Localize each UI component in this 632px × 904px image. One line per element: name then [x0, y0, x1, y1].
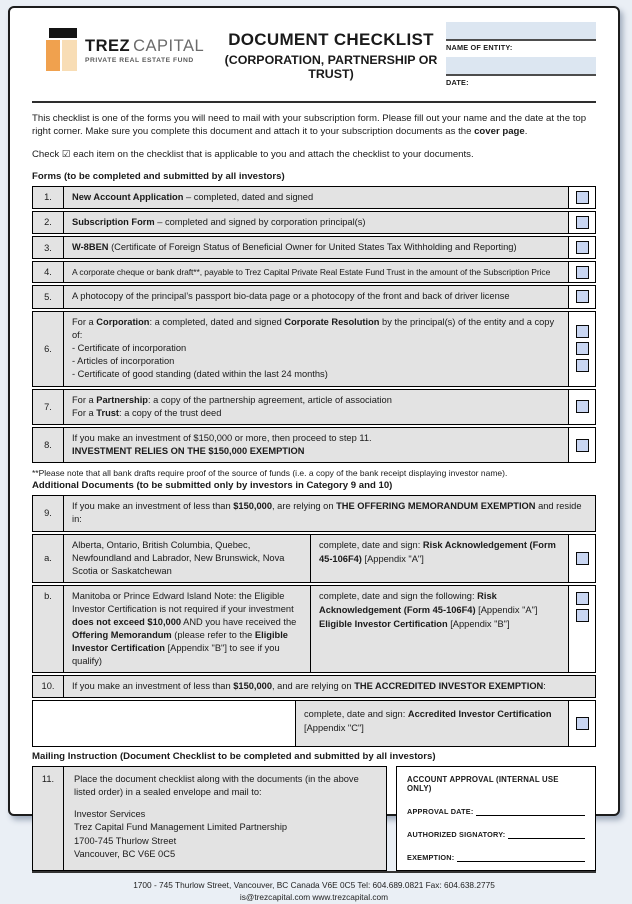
header-divider	[32, 101, 596, 103]
row-number: 9.	[33, 496, 64, 530]
logo-text	[85, 37, 204, 72]
row-number: 2.	[33, 212, 64, 233]
row-number: 11.	[33, 767, 64, 870]
authorized-signatory-blank	[508, 829, 585, 839]
row-text: If you make an investment of less than $150,000, and are relying on THE ACCREDITED INVESTOR EXEMPTION:	[72, 680, 546, 691]
name-of-entity-label: NAME OF ENTITY:	[446, 43, 513, 52]
required-form: Risk Acknowledgement (Form 45-106F4) [Appendix "A"]	[319, 539, 556, 564]
row-number: b.	[33, 586, 64, 672]
bank-draft-footnote: **Please note that all bank drafts require proof of the source of funds (i.e. a copy of the bank receipt displaying investor name).	[32, 468, 508, 479]
row-text: For a Corporation: a completed, dated and signed Corporate Resolution by the principal(s) of the entity and a copy of:	[72, 316, 555, 340]
address-line: Vancouver, BC V6E 0C5	[74, 848, 176, 859]
empty-cell	[33, 701, 296, 746]
sign-instruction: complete, date and sign the following:	[319, 590, 475, 601]
intro-paragraph: This checklist is one of the forms you will need to mail with your subscription form. Please fill out your name and the date at the top right corner. Make sure you complete this document and attach it to your subscription documents as the cover page.	[32, 113, 587, 138]
footer-address: 1700 - 745 Thurlow Street, Vancouver, BC Canada V6E 0C5 Tel: 604.689.0821 Fax: 604.638.2775	[133, 879, 495, 890]
row-text: - Certificate of incorporation	[72, 342, 187, 353]
mailing-text: Place the document checklist along with the documents (in the above listed order) in a sealed envelope and mail to:	[74, 773, 359, 798]
checkbox-row-1[interactable]	[576, 191, 589, 204]
sign-instruction: complete, date and sign:	[319, 539, 421, 550]
checkbox-row-7[interactable]	[576, 400, 589, 413]
row-text: For a Partnership: a copy of the partnership agreement, article of association	[72, 394, 392, 405]
exemption-label: EXEMPTION:	[407, 852, 455, 862]
checkbox-row-4[interactable]	[576, 266, 589, 279]
row-number: 4.	[33, 262, 64, 282]
approval-title: ACCOUNT APPROVAL (INTERNAL USE ONLY)	[407, 774, 559, 793]
row-number: 1.	[33, 187, 64, 208]
date-label: DATE:	[446, 78, 469, 87]
checklist-row-4	[32, 261, 596, 283]
province-list: Alberta, Ontario, British Columbia, Quebec, Newfoundland and Labrador, New Brunswick, Nova Scotia or Saskatchewan	[64, 535, 311, 582]
address-line: Trez Capital Fund Management Limited Partnership	[74, 822, 288, 833]
logo-tagline: PRIVATE REAL ESTATE FUND	[85, 57, 194, 64]
mailing-instruction-heading: Mailing Instruction (Document Checklist to be completed and submitted by all investors)	[32, 750, 436, 762]
checklist-row-11	[32, 766, 387, 871]
checklist-row-1	[32, 186, 596, 209]
row-text: If you make an investment of less than $150,000, are relying on THE OFFERING MEMORANDUM EXEMPTION and reside in:	[72, 501, 582, 525]
checklist-row-5	[32, 285, 596, 308]
account-approval-box	[396, 766, 596, 871]
page-subtitle: (CORPORATION, PARTNERSHIP OR TRUST)	[224, 53, 438, 81]
address-line: Investor Services	[74, 809, 146, 820]
checkbox-row-3[interactable]	[576, 241, 589, 254]
required-form: Risk Acknowledgement (Form 45-106F4) [Appendix "A"]	[319, 590, 538, 615]
checklist-row-8	[32, 427, 596, 463]
required-form: Eligible Investor Certification [Appendix "B"]	[319, 618, 510, 629]
brand-name-light: CAPITAL	[133, 37, 205, 55]
row-text: If you make an investment of $150,000 or more, then proceed to step 11.	[72, 432, 372, 443]
checkbox-row-6-b[interactable]	[576, 342, 589, 355]
forms-section-heading: Forms (to be completed and submitted by all investors)	[32, 170, 285, 182]
brand-name-bold: TREZ	[85, 37, 131, 55]
mailing-row	[32, 766, 596, 871]
row-text: A photocopy of the principal’s passport bio-data page or a photocopy of the front and back of driver license	[72, 291, 510, 302]
title-block	[216, 30, 446, 81]
row-text: New Account Application – completed, dated and signed	[72, 191, 314, 202]
document-page	[8, 6, 620, 903]
header-fields	[446, 22, 596, 92]
row-text: A corporate cheque or bank draft**, payable to Trez Capital Private Real Estate Fund Trust in the amount of the Subscription Price	[72, 267, 551, 278]
refer-text: (please refer to the Eligible Investor Certification [Appendix "B"] to see if you qualify)	[72, 629, 288, 666]
row-text: - Certificate of good standing (dated within the last 24 months)	[72, 369, 328, 380]
checklist-row-9b	[32, 585, 596, 673]
note-text: Note: the Eligible Investor Certification is not required if your investment does not exceed $10,000 AND you have received the Offering Memorandum	[72, 590, 297, 640]
additional-documents-heading: Additional Documents (to be submitted only by investors in Category 9 and 10)	[32, 480, 393, 492]
checklist-row-7	[32, 389, 596, 425]
name-of-entity-input[interactable]	[446, 22, 596, 41]
checklist-row-6	[32, 311, 596, 387]
checklist-row-2	[32, 211, 596, 234]
sign-instruction: complete, date and sign:	[304, 708, 406, 719]
checklist-row-10	[32, 675, 596, 698]
checkbox-row-8[interactable]	[576, 439, 589, 452]
checkbox-row-9a[interactable]	[576, 552, 589, 565]
checkbox-row-2[interactable]	[576, 216, 589, 229]
province-list: Manitoba or Prince Edward Island	[72, 590, 212, 601]
row-number: 8.	[33, 428, 64, 462]
checkbox-row-9b-a[interactable]	[576, 592, 589, 605]
logo-icon	[46, 28, 78, 72]
row-number: 6.	[33, 312, 64, 386]
row-number: a.	[33, 535, 64, 582]
check-instruction: Check ☑ each item on the checklist that is applicable to you and attach the checklist to your documents.	[32, 149, 474, 161]
checkbox-row-6-c[interactable]	[576, 359, 589, 372]
checkbox-row-9b-b[interactable]	[576, 609, 589, 622]
row-number: 10.	[33, 676, 64, 697]
date-input[interactable]	[446, 57, 596, 76]
checklist-row-9	[32, 495, 596, 531]
address-line: 1700-745 Thurlow Street	[74, 835, 177, 846]
checklist-row-3	[32, 236, 596, 259]
required-form: Accredited Investor Certification [Appendix "C"]	[304, 708, 552, 733]
footer-divider	[32, 871, 596, 873]
footer-contacts: is@trezcapital.com www.trezcapital.com	[239, 892, 389, 903]
row-text: INVESTMENT RELIES ON THE $150,000 EXEMPTION	[72, 446, 305, 457]
checkbox-row-6-a[interactable]	[576, 325, 589, 338]
checklist-row-9a	[32, 534, 596, 583]
page-footer	[32, 871, 596, 904]
checkbox-row-10[interactable]	[576, 717, 589, 730]
approval-date-label: APPROVAL DATE:	[407, 806, 474, 816]
row-text: - Articles of incorporation	[72, 356, 175, 367]
row-number: 7.	[33, 390, 64, 424]
authorized-signatory-label: AUTHORIZED SIGNATORY:	[407, 829, 506, 839]
page-title: DOCUMENT CHECKLIST	[228, 30, 434, 49]
row-text: For a Trust: a copy of the trust deed	[72, 407, 222, 418]
row-number: 3.	[33, 237, 64, 258]
checkbox-row-5[interactable]	[576, 290, 589, 303]
header	[32, 16, 596, 92]
row-number: 5.	[33, 286, 64, 307]
row-text: W-8BEN (Certificate of Foreign Status of Beneficial Owner for United States Tax Withholding and Reporting)	[72, 242, 517, 253]
row-text: Subscription Form – completed and signed by corporation principal(s)	[72, 216, 366, 227]
checklist-row-10b	[32, 700, 596, 747]
approval-date-blank	[476, 806, 585, 816]
exemption-blank	[457, 852, 585, 862]
trez-capital-logo	[46, 28, 216, 72]
